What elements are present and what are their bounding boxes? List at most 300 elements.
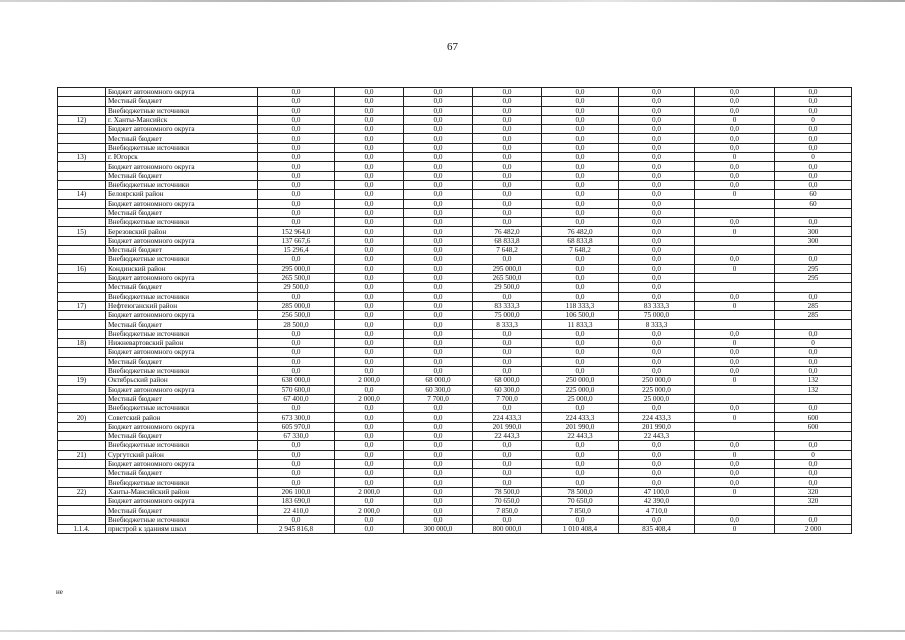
value-cell: 0,0	[619, 264, 695, 273]
value-cell: 0,0	[335, 459, 404, 468]
value-cell: 7 700,0	[473, 394, 542, 403]
value-cell: 0,0	[542, 153, 619, 162]
value-cell: 638 000,0	[258, 376, 335, 385]
value-cell: 201 990,0	[619, 422, 695, 431]
value-cell: 0	[775, 450, 852, 459]
table-row	[58, 385, 852, 394]
value-cell: 0,0	[258, 115, 335, 124]
value-cell: 0,0	[335, 218, 404, 227]
value-cell: 7 700,0	[404, 394, 473, 403]
value-cell: 0,0	[542, 190, 619, 199]
value-cell: 0,0	[775, 329, 852, 338]
value-cell	[695, 431, 775, 440]
value-cell: 0,0	[473, 329, 542, 338]
value-cell: 0,0	[473, 162, 542, 171]
table-row	[58, 376, 852, 385]
value-cell: 0,0	[404, 190, 473, 199]
value-cell: 0,0	[335, 478, 404, 487]
value-cell: 0,0	[258, 190, 335, 199]
value-cell: 0,0	[404, 255, 473, 264]
value-cell: 0,0	[404, 199, 473, 208]
table-row	[58, 246, 852, 255]
value-cell: 0,0	[404, 487, 473, 496]
value-cell: 28 500,0	[258, 320, 335, 329]
value-cell	[775, 208, 852, 217]
value-cell: 0,0	[335, 180, 404, 189]
value-cell: 0,0	[619, 143, 695, 152]
row-number-cell	[58, 357, 106, 366]
row-label-cell: Местный бюджет	[106, 506, 258, 515]
value-cell: 0,0	[473, 97, 542, 106]
row-label-cell: Местный бюджет	[106, 246, 258, 255]
value-cell: 0,0	[473, 115, 542, 124]
value-cell: 2 000,0	[335, 506, 404, 515]
table-row	[58, 441, 852, 450]
value-cell: 0,0	[542, 339, 619, 348]
value-cell: 0,0	[695, 469, 775, 478]
row-label-cell: Внебюджетные источники	[106, 180, 258, 189]
value-cell: 76 482,0	[542, 227, 619, 236]
table-row	[58, 273, 852, 282]
value-cell: 0,0	[775, 171, 852, 180]
value-cell: 0,0	[542, 97, 619, 106]
value-cell: 0,0	[619, 246, 695, 255]
row-number-cell	[58, 441, 106, 450]
row-label-cell: Местный бюджет	[106, 283, 258, 292]
value-cell: 0,0	[775, 348, 852, 357]
value-cell: 0,0	[775, 218, 852, 227]
row-number-cell	[58, 394, 106, 403]
value-cell: 0,0	[695, 255, 775, 264]
value-cell: 106 500,0	[542, 311, 619, 320]
value-cell: 0,0	[258, 153, 335, 162]
value-cell: 0,0	[473, 478, 542, 487]
value-cell: 60 300,0	[404, 385, 473, 394]
value-cell: 0,0	[619, 366, 695, 375]
row-label-cell: Березовский район	[106, 227, 258, 236]
value-cell: 0,0	[404, 515, 473, 524]
value-cell: 0,0	[404, 115, 473, 124]
value-cell: 0,0	[775, 366, 852, 375]
row-label-cell: Местный бюджет	[106, 469, 258, 478]
value-cell: 0,0	[473, 106, 542, 115]
value-cell: 0,0	[695, 441, 775, 450]
value-cell: 0,0	[335, 329, 404, 338]
value-cell: 0,0	[335, 292, 404, 301]
value-cell: 224 433,3	[542, 413, 619, 422]
value-cell: 0,0	[335, 366, 404, 375]
value-cell: 300	[775, 236, 852, 245]
value-cell: 0,0	[473, 469, 542, 478]
row-label-cell: г. Югорск	[106, 153, 258, 162]
value-cell: 0,0	[258, 292, 335, 301]
value-cell: 83 333,3	[619, 301, 695, 310]
value-cell: 0,0	[542, 450, 619, 459]
value-cell	[695, 311, 775, 320]
row-number-cell: 12)	[58, 115, 106, 124]
row-number-cell	[58, 404, 106, 413]
value-cell: 0,0	[542, 143, 619, 152]
value-cell: 0,0	[619, 180, 695, 189]
value-cell: 0,0	[619, 357, 695, 366]
table-row	[58, 264, 852, 273]
value-cell: 0,0	[473, 366, 542, 375]
value-cell: 0,0	[404, 357, 473, 366]
value-cell: 256 500,0	[258, 311, 335, 320]
value-cell: 0,0	[258, 459, 335, 468]
row-number-cell	[58, 469, 106, 478]
value-cell: 265 500,0	[473, 273, 542, 282]
value-cell: 0,0	[542, 366, 619, 375]
row-label-cell: Внебюджетные источники	[106, 143, 258, 152]
row-number-cell	[58, 246, 106, 255]
value-cell: 0,0	[775, 134, 852, 143]
value-cell	[695, 283, 775, 292]
table-body	[58, 88, 852, 534]
value-cell: 0,0	[619, 125, 695, 134]
value-cell: 60 300,0	[473, 385, 542, 394]
value-cell: 224 433,3	[619, 413, 695, 422]
row-label-cell: Бюджет автономного округа	[106, 311, 258, 320]
row-number-cell	[58, 218, 106, 227]
value-cell: 0,0	[258, 134, 335, 143]
value-cell: 7 850,0	[473, 506, 542, 515]
value-cell: 673 300,0	[258, 413, 335, 422]
value-cell: 0,0	[258, 441, 335, 450]
value-cell: 0,0	[542, 357, 619, 366]
table-row	[58, 339, 852, 348]
value-cell: 0,0	[335, 143, 404, 152]
value-cell: 0,0	[619, 478, 695, 487]
value-cell	[695, 273, 775, 282]
table-row	[58, 227, 852, 236]
row-number-cell	[58, 478, 106, 487]
table-row	[58, 357, 852, 366]
value-cell: 67 330,0	[258, 431, 335, 440]
value-cell: 201 990,0	[473, 422, 542, 431]
value-cell: 0,0	[775, 88, 852, 97]
value-cell: 285 000,0	[258, 301, 335, 310]
value-cell: 0,0	[335, 450, 404, 459]
value-cell: 75 000,0	[473, 311, 542, 320]
value-cell: 0,0	[335, 171, 404, 180]
row-number-cell	[58, 180, 106, 189]
table-row	[58, 190, 852, 199]
value-cell: 1 010 408,4	[542, 524, 619, 533]
value-cell: 0,0	[695, 97, 775, 106]
value-cell: 0,0	[619, 171, 695, 180]
value-cell: 132	[775, 385, 852, 394]
row-number-cell: 21)	[58, 450, 106, 459]
value-cell: 0,0	[404, 311, 473, 320]
row-number-cell	[58, 329, 106, 338]
value-cell	[695, 208, 775, 217]
value-cell: 0,0	[404, 301, 473, 310]
value-cell: 0,0	[542, 404, 619, 413]
value-cell: 0,0	[258, 515, 335, 524]
table-row	[58, 153, 852, 162]
row-label-cell: Нефтеюганский район	[106, 301, 258, 310]
row-label-cell: Сургутский район	[106, 450, 258, 459]
value-cell: 0,0	[404, 218, 473, 227]
row-label-cell: Бюджет автономного округа	[106, 125, 258, 134]
value-cell: 0,0	[695, 348, 775, 357]
value-cell: 0,0	[619, 450, 695, 459]
value-cell: 0,0	[542, 115, 619, 124]
row-number-cell	[58, 292, 106, 301]
value-cell: 224 433,3	[473, 413, 542, 422]
value-cell: 0	[695, 524, 775, 533]
row-label-cell: Бюджет автономного округа	[106, 88, 258, 97]
value-cell: 0,0	[258, 329, 335, 338]
value-cell: 0,0	[258, 450, 335, 459]
value-cell: 0,0	[473, 153, 542, 162]
value-cell	[695, 236, 775, 245]
row-number-cell: 13)	[58, 153, 106, 162]
value-cell: 0,0	[542, 199, 619, 208]
value-cell: 0,0	[404, 246, 473, 255]
value-cell: 0,0	[473, 515, 542, 524]
value-cell: 0,0	[619, 236, 695, 245]
row-label-cell: Бюджет автономного округа	[106, 273, 258, 282]
value-cell: 83 333,3	[473, 301, 542, 310]
value-cell: 183 690,0	[258, 497, 335, 506]
value-cell: 0,0	[335, 162, 404, 171]
value-cell: 0	[695, 190, 775, 199]
value-cell	[695, 246, 775, 255]
value-cell: 0,0	[473, 348, 542, 357]
value-cell: 4 710,0	[619, 506, 695, 515]
value-cell: 605 970,0	[258, 422, 335, 431]
value-cell: 22 443,3	[542, 431, 619, 440]
value-cell: 0,0	[404, 125, 473, 134]
value-cell: 0,0	[258, 171, 335, 180]
value-cell: 800 000,0	[473, 524, 542, 533]
value-cell: 0,0	[473, 199, 542, 208]
value-cell: 285	[775, 311, 852, 320]
table-row	[58, 413, 852, 422]
value-cell: 22 443,3	[473, 431, 542, 440]
value-cell: 0,0	[335, 115, 404, 124]
value-cell: 320	[775, 497, 852, 506]
row-label-cell: Октябрьский район	[106, 376, 258, 385]
value-cell: 0,0	[473, 88, 542, 97]
value-cell: 0,0	[473, 450, 542, 459]
value-cell: 0,0	[473, 218, 542, 227]
value-cell: 0,0	[619, 227, 695, 236]
row-number-cell	[58, 506, 106, 515]
value-cell: 0,0	[258, 143, 335, 152]
value-cell: 0,0	[619, 88, 695, 97]
row-number-cell: 17)	[58, 301, 106, 310]
value-cell: 0,0	[404, 478, 473, 487]
value-cell: 22 443,3	[619, 431, 695, 440]
value-cell: 0	[695, 301, 775, 310]
value-cell: 0,0	[473, 134, 542, 143]
value-cell: 0,0	[335, 385, 404, 394]
table-row	[58, 143, 852, 152]
row-label-cell: Внебюджетные источники	[106, 329, 258, 338]
value-cell: 0,0	[335, 441, 404, 450]
value-cell: 0,0	[619, 134, 695, 143]
scan-bottom-edge	[0, 630, 905, 632]
value-cell: 0,0	[258, 97, 335, 106]
value-cell: 0,0	[619, 292, 695, 301]
row-label-cell: Внебюджетные источники	[106, 292, 258, 301]
value-cell: 0,0	[775, 441, 852, 450]
value-cell: 201 990,0	[542, 422, 619, 431]
value-cell: 0,0	[404, 143, 473, 152]
table-row	[58, 366, 852, 375]
value-cell: 0,0	[619, 153, 695, 162]
value-cell: 600	[775, 413, 852, 422]
row-number-cell	[58, 171, 106, 180]
value-cell: 25 000,0	[619, 394, 695, 403]
value-cell: 0,0	[404, 283, 473, 292]
value-cell: 137 667,6	[258, 236, 335, 245]
row-number-cell	[58, 422, 106, 431]
value-cell: 29 500,0	[473, 283, 542, 292]
value-cell: 0,0	[619, 329, 695, 338]
value-cell: 0,0	[619, 208, 695, 217]
value-cell: 0	[695, 450, 775, 459]
value-cell: 0,0	[258, 255, 335, 264]
value-cell: 0,0	[335, 106, 404, 115]
row-number-cell	[58, 283, 106, 292]
row-label-cell: Местный бюджет	[106, 208, 258, 217]
value-cell: 0,0	[335, 227, 404, 236]
value-cell: 0,0	[542, 162, 619, 171]
value-cell: 0	[695, 153, 775, 162]
value-cell: 0,0	[542, 208, 619, 217]
value-cell: 0,0	[404, 497, 473, 506]
value-cell: 320	[775, 487, 852, 496]
value-cell: 0,0	[695, 134, 775, 143]
value-cell: 0,0	[619, 515, 695, 524]
table-row	[58, 180, 852, 189]
value-cell: 0,0	[775, 162, 852, 171]
value-cell: 0,0	[258, 88, 335, 97]
value-cell: 0,0	[404, 339, 473, 348]
value-cell: 0,0	[473, 404, 542, 413]
table-row	[58, 487, 852, 496]
value-cell	[695, 422, 775, 431]
value-cell: 60	[775, 190, 852, 199]
value-cell: 70 650,0	[542, 497, 619, 506]
row-label-cell: Ханты-Мансийский район	[106, 487, 258, 496]
row-label-cell: Местный бюджет	[106, 357, 258, 366]
value-cell: 0,0	[775, 459, 852, 468]
row-label-cell: Местный бюджет	[106, 394, 258, 403]
row-number-cell: 14)	[58, 190, 106, 199]
table-row	[58, 255, 852, 264]
value-cell: 0,0	[258, 106, 335, 115]
row-number-cell	[58, 106, 106, 115]
row-number-cell	[58, 385, 106, 394]
value-cell: 0	[695, 115, 775, 124]
value-cell: 8 333,3	[473, 320, 542, 329]
value-cell: 22 410,0	[258, 506, 335, 515]
value-cell: 0,0	[404, 236, 473, 245]
value-cell: 0,0	[775, 292, 852, 301]
value-cell: 0,0	[695, 366, 775, 375]
footnote: не	[56, 588, 63, 596]
value-cell: 206 100,0	[258, 487, 335, 496]
value-cell: 152 964,0	[258, 227, 335, 236]
row-number-cell	[58, 255, 106, 264]
value-cell: 0,0	[542, 515, 619, 524]
row-label-cell: Внебюджетные источники	[106, 255, 258, 264]
value-cell: 0,0	[775, 469, 852, 478]
row-number-cell	[58, 515, 106, 524]
value-cell: 0,0	[335, 208, 404, 217]
value-cell: 0,0	[542, 88, 619, 97]
table-row	[58, 431, 852, 440]
row-label-cell: Белоярский район	[106, 190, 258, 199]
value-cell: 0,0	[775, 255, 852, 264]
value-cell: 0,0	[404, 180, 473, 189]
value-cell: 0,0	[473, 125, 542, 134]
value-cell	[695, 320, 775, 329]
value-cell: 0,0	[258, 180, 335, 189]
value-cell: 0,0	[542, 329, 619, 338]
value-cell: 835 408,4	[619, 524, 695, 533]
value-cell: 0,0	[619, 106, 695, 115]
value-cell: 0	[775, 339, 852, 348]
value-cell: 0,0	[542, 273, 619, 282]
row-label-cell: Советский район	[106, 413, 258, 422]
value-cell: 0,0	[473, 208, 542, 217]
value-cell: 285	[775, 301, 852, 310]
value-cell	[775, 283, 852, 292]
value-cell: 0,0	[258, 357, 335, 366]
table-row	[58, 497, 852, 506]
value-cell: 0,0	[542, 180, 619, 189]
value-cell: 0,0	[619, 199, 695, 208]
value-cell	[695, 497, 775, 506]
value-cell: 0,0	[619, 162, 695, 171]
value-cell: 0,0	[404, 320, 473, 329]
row-number-cell	[58, 311, 106, 320]
table-row	[58, 329, 852, 338]
value-cell: 0,0	[404, 431, 473, 440]
value-cell: 0,0	[473, 255, 542, 264]
value-cell: 68 833,8	[473, 236, 542, 245]
value-cell: 0,0	[695, 125, 775, 134]
table-row	[58, 515, 852, 524]
value-cell: 0,0	[695, 292, 775, 301]
value-cell: 225 000,0	[619, 385, 695, 394]
row-label-cell: Бюджет автономного округа	[106, 236, 258, 245]
value-cell: 8 333,3	[619, 320, 695, 329]
value-cell: 0,0	[335, 199, 404, 208]
value-cell: 0,0	[258, 478, 335, 487]
value-cell: 0,0	[695, 88, 775, 97]
row-label-cell: Бюджет автономного округа	[106, 162, 258, 171]
table-row	[58, 524, 852, 533]
table-row	[58, 106, 852, 115]
row-label-cell: Местный бюджет	[106, 134, 258, 143]
table-row	[58, 292, 852, 301]
value-cell: 0,0	[335, 236, 404, 245]
row-number-cell	[58, 208, 106, 217]
table-row	[58, 301, 852, 310]
row-number-cell	[58, 236, 106, 245]
row-number-cell: 18)	[58, 339, 106, 348]
value-cell: 570 600,0	[258, 385, 335, 394]
table-row	[58, 404, 852, 413]
value-cell: 600	[775, 422, 852, 431]
